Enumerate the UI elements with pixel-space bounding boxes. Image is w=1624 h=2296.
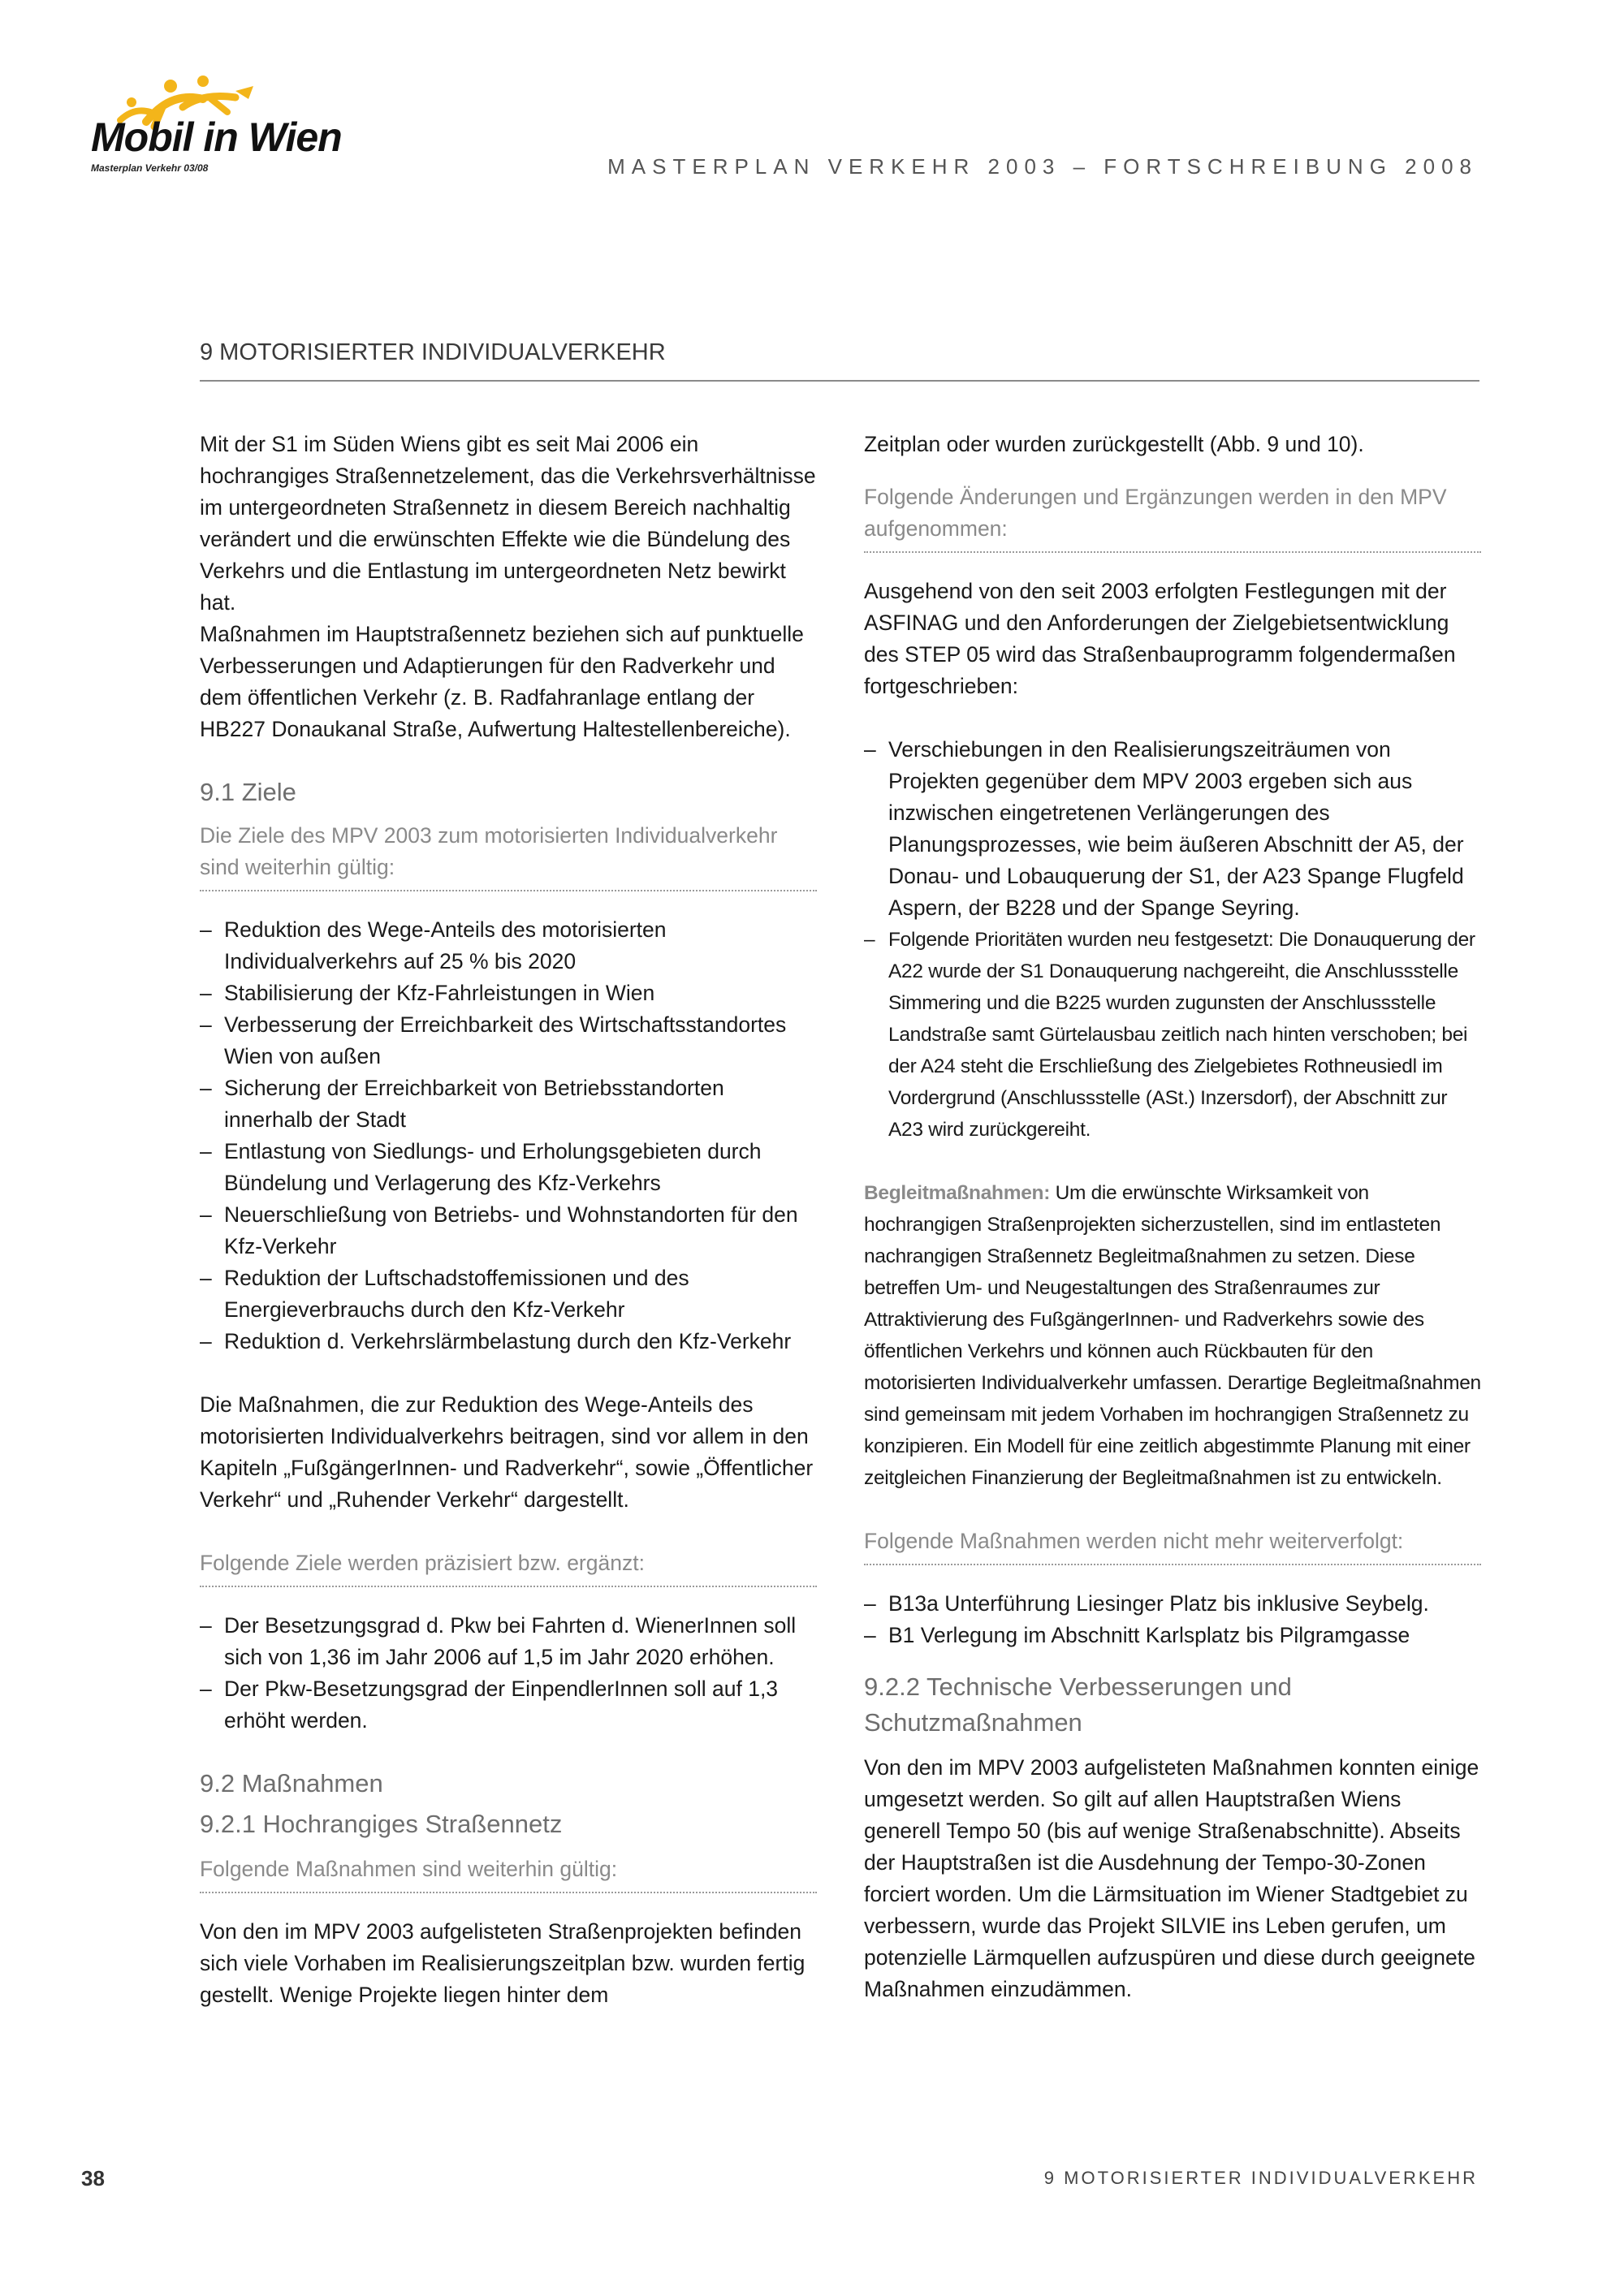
list-item: – B1 Verlegung im Abschnitt Karlsplatz bis Pilgramgasse [864,1620,1481,1651]
list-item: – Reduktion der Luftschadstoffemissionen und des Energieverbrauchs durch den Kfz-Verkehr [200,1262,817,1326]
aenderungen-list [864,734,1481,1146]
continued-paragraph: Zeitplan oder wurden zurückgestellt (Abb. 9 und 10). [864,432,1364,456]
list-item: – Folgende Prioritäten wurden neu festgesetzt: Die Donauquerung der A22 wurde der S1 Donauquerung nachgereiht, die Anschlussstelle Simmering und die B225 wurden zugunsten der Anschlussstelle Landstraße samt Gürtelausbau zeitlich nach hinten verschoben; bei der A24 steht die Erschließung des Zielgebietes Rothneusiedl im Vordergrund (Anschlussstelle (ASt.) Inzersdorf), der Abschnitt zur A23 wird zurückgereiht. [864,924,1481,1146]
intro-paragraph-2: Maßnahmen im Hauptstraßennetz beziehen sich auf punktuelle Verbesserungen und Adaptierungen für den Radverkehr und dem öffentlichen Verkehr (z. B. Radfahranlage entlang der HB227 Donaukanal Straße, Aufwertung Haltestellenbereiche). [200,622,804,741]
ausgehend-paragraph: Ausgehend von den seit 2003 erfolgten Festlegungen mit der ASFINAG und den Anforderungen der Zielgebietsentwicklung des STEP 05 wird das Straßenbauprogramm folgendermaßen fortgeschrieben: [864,579,1456,698]
subheading-ziele: Die Ziele des MPV 2003 zum motorisierten Individualverkehr sind weiterhin gültig: [200,820,817,891]
right-column [864,429,1481,2005]
header-title: MASTERPLAN VERKEHR 2003 – FORTSCHREIBUNG 2008 [607,154,1478,179]
footer-section-title: 9 MOTORISIERTER INDIVIDUALVERKEHR [1043,2168,1478,2188]
logo-subtitle: Masterplan Verkehr 03/08 [91,162,209,174]
section-heading-ziele: 9.1 Ziele [200,778,296,806]
chapter-title: 9 MOTORISIERTER INDIVIDUALVERKEHR [200,339,666,365]
intro-paragraph-1: Mit der S1 im Süden Wiens gibt es seit Mai 2006 ein hochrangiges Straßennetzelement, das die Verkehrsverhältnisse im untergeordneten Straßennetz in diesem Bereich nachhaltig verändert und die erwünschten Effekte wie die Bündelung des Verkehrs und die Entlastung im untergeordneten Netz bewirkt hat. [200,432,816,615]
praezisiert-list [200,1610,817,1737]
page-number: 38 [81,2166,105,2190]
list-item: – Reduktion d. Verkehrslärmbelastung durch den Kfz-Verkehr [200,1326,817,1357]
list-item: – Der Besetzungsgrad d. Pkw bei Fahrten d. WienerInnen soll sich von 1,36 im Jahr 2006 auf 1,5 im Jahr 2020 erhöhen. [200,1610,817,1673]
begleitmassnahmen-label: Begleitmaßnahmen: [864,1182,1051,1204]
massnahmen-paragraph: Die Maßnahmen, die zur Reduktion des Wege-Anteils des motorisierten Individualverkehrs beitragen, sind vor allem in den Kapiteln „FußgängerInnen- und Radverkehr“, sowie „Öffentlicher Verkehr“ und „Ruhender Verkehr“ dargestellt. [200,1392,814,1512]
subheading-aenderungen: Folgende Änderungen und Ergänzungen werden in den MPV aufgenommen: [864,481,1481,553]
section-heading-technisch: 9.2.2 Technische Verbesserungen und Schutzmaßnahmen [864,1672,1292,1737]
left-column [200,429,817,2011]
list-item: – Neuerschließung von Betriebs- und Wohnstandorten für den Kfz-Verkehr [200,1199,817,1262]
subheading-praezisiert: Folgende Ziele werden präzisiert bzw. ergänzt: [200,1547,817,1587]
logo-text: Mobil in Wien [91,114,342,160]
subheading-gueltig: Folgende Maßnahmen sind weiterhin gültig: [200,1854,817,1893]
list-item: – Entlastung von Siedlungs- und Erholungsgebieten durch Bündelung und Verlagerung des Kfz-Verkehrs [200,1136,817,1199]
begleitmassnahmen-text: Um die erwünschte Wirksamkeit von hochrangigen Straßenprojekten sicherzustellen, sind im entlasteten nachrangigen Straßennetz Begleitmaßnahmen zu setzen. Diese betreffen Um- und Neugestaltungen des Straßenraumes zur Attraktivierung des FußgängerInnen- und Radverkehrs sowie des öffentlichen Verkehrs und können auch Rückbauten für den motorisierten Individualverkehr umfassen. Derartige Begleitmaßnahmen sind gemeinsam mit jedem Vorhaben im hochrangigen Straßennetz zu konzipieren. Ein Modell für eine zeitlich abgestimmte Planung mit einer zeitgleichen Finanzierung der Begleitmaßnahmen ist zu entwickeln. [864,1182,1481,1489]
projekte-paragraph: Von den im MPV 2003 aufgelisteten Straßenprojekten befinden sich viele Vorhaben im Realisierungszeitplan bzw. wurden fertig gestellt. Wenige Projekte liegen hinter dem [200,1919,806,2007]
list-item: – Der Pkw-Besetzungsgrad der EinpendlerInnen soll auf 1,3 erhöht werden. [200,1673,817,1737]
nicht-list [864,1588,1481,1651]
list-item: – Verbesserung der Erreichbarkeit des Wirtschaftsstandortes Wien von außen [200,1009,817,1072]
technisch-paragraph: Von den im MPV 2003 aufgelisteten Maßnahmen konnten einige umgesetzt werden. So gilt auf allen Hauptstraßen Wiens generell Tempo 50 (bis auf wenige Straßenabschnitte). Abseits der Hauptstraßen ist die Ausdehnung der Tempo-30-Zonen forciert worden. Um die Lärmsituation im Wiener Stadtgebiet zu verbessern, wurde das Projekt SILVIE ins Leben gerufen, um potenzielle Lärmquellen aufzuspüren und diese durch geeignete Maßnahmen einzudämmen. [864,1755,1479,2001]
list-item: – Verschiebungen in den Realisierungszeiträumen von Projekten gegenüber dem MPV 2003 ergeben sich aus inzwischen eingetretenen Verlängerungen des Planungsprozesses, wie beim äußeren Abschnitt der A5, der Donau- und Lobauquerung der S1, der A23 Spange Flugfeld Aspern, der B228 und der Spange Seyring. [864,734,1481,924]
list-item: – Stabilisierung der Kfz-Fahrleistungen in Wien [200,978,817,1009]
chapter-divider [200,380,1479,382]
section-heading-massnahmen: 9.2 Maßnahmen [200,1769,383,1798]
begleitmassnahmen-paragraph [864,1177,1481,1494]
section-heading-hochrangig: 9.2.1 Hochrangiges Straßennetz [200,1810,563,1838]
ziele-list [200,914,817,1357]
logo [81,75,342,180]
list-item: – B13a Unterführung Liesinger Platz bis inklusive Seybelg. [864,1588,1481,1620]
subheading-nicht: Folgende Maßnahmen werden nicht mehr weiterverfolgt: [864,1526,1481,1565]
list-item: – Reduktion des Wege-Anteils des motorisierten Individualverkehrs auf 25 % bis 2020 [200,914,817,978]
list-item: – Sicherung der Erreichbarkeit von Betriebsstandorten innerhalb der Stadt [200,1072,817,1136]
